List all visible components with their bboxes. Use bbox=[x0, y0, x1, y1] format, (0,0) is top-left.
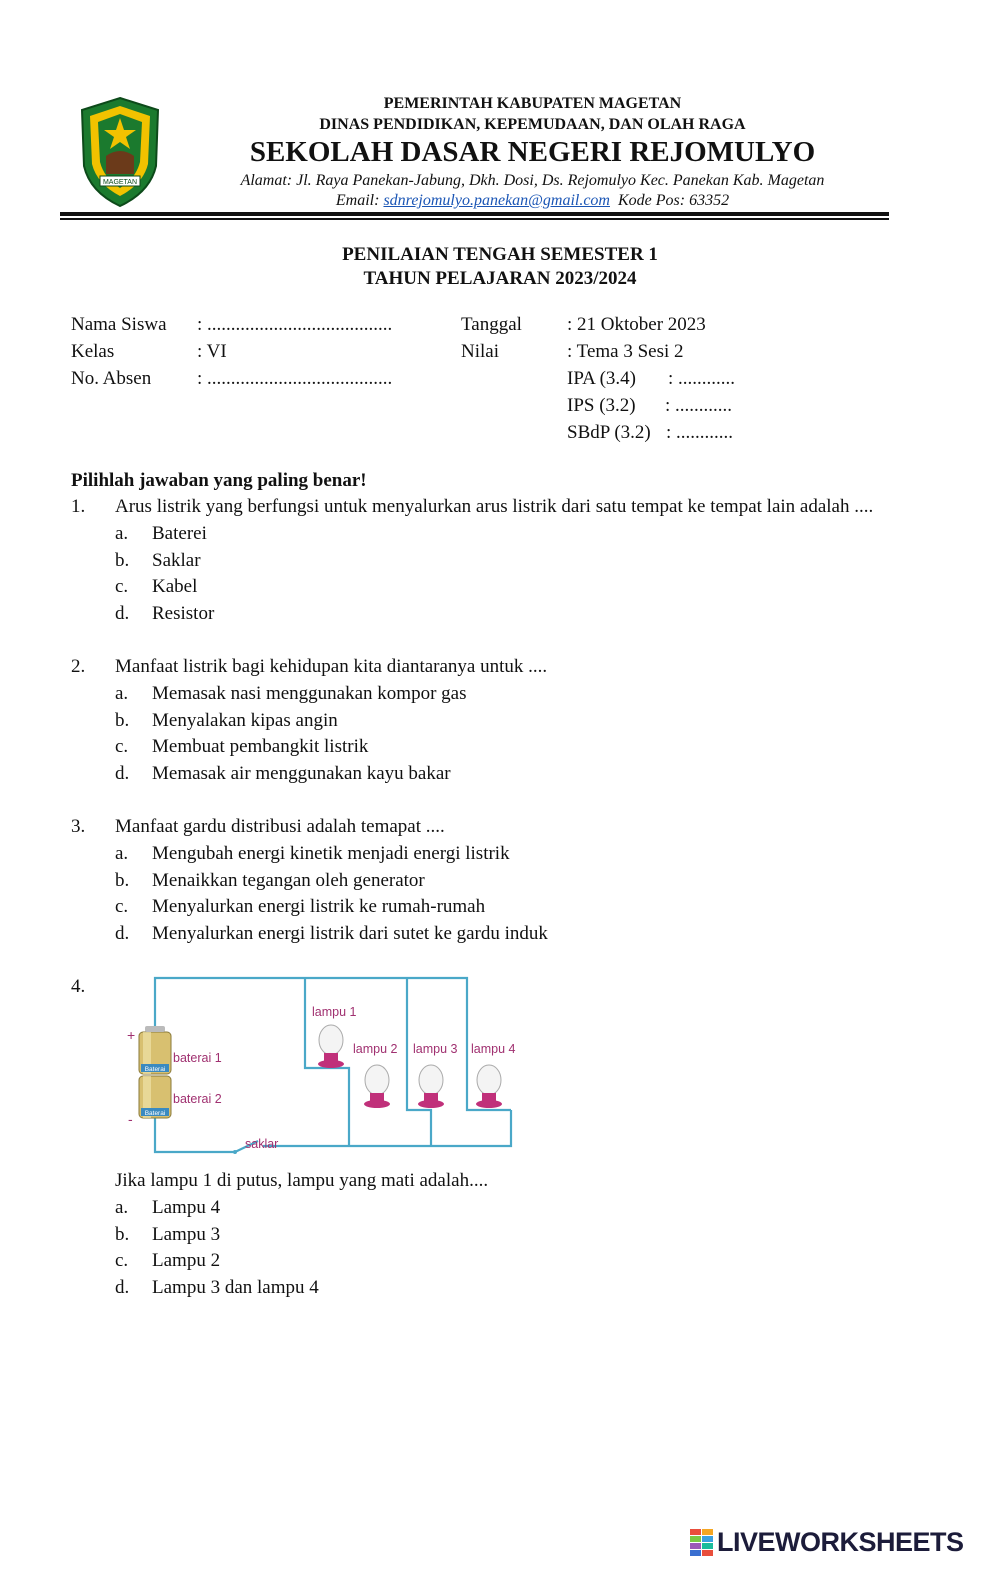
option-text[interactable]: Mengubah energi kinetik menjadi energi listrik bbox=[152, 843, 510, 864]
battery-1-label: baterai 1 bbox=[173, 1051, 222, 1065]
option-text[interactable]: Baterei bbox=[152, 523, 207, 544]
lamp-4-label: lampu 4 bbox=[471, 1042, 516, 1056]
option-letter[interactable]: c. bbox=[115, 896, 129, 917]
plus-sign: + bbox=[127, 1027, 136, 1043]
switch-pivot bbox=[233, 1150, 237, 1154]
regency-logo bbox=[78, 96, 162, 208]
liveworksheets-watermark bbox=[690, 1527, 990, 1559]
lamp-3-label: lampu 3 bbox=[413, 1042, 458, 1056]
battery-2 bbox=[139, 1076, 171, 1118]
option-letter[interactable]: b. bbox=[115, 550, 130, 571]
lamp-1-label: lampu 1 bbox=[312, 1005, 357, 1019]
battery-2-label: baterai 2 bbox=[173, 1092, 222, 1106]
score-subject-ipa: IPA (3.4) bbox=[567, 368, 636, 389]
instruction: Pilihlah jawaban yang paling benar! bbox=[71, 470, 367, 491]
absen-field[interactable]: : ....................................... bbox=[197, 368, 393, 389]
header-contact bbox=[165, 192, 900, 210]
option-text[interactable]: Resistor bbox=[152, 603, 215, 624]
kelas-label: Kelas bbox=[71, 341, 115, 362]
option-letter[interactable]: b. bbox=[115, 870, 130, 891]
option-letter[interactable]: c. bbox=[115, 1250, 129, 1271]
score-subject-sbdp: SBdP (3.2) bbox=[567, 422, 651, 443]
circuit-diagram bbox=[115, 970, 525, 1160]
nama-field[interactable]: : ....................................... bbox=[197, 314, 393, 335]
battery-tag: Baterai bbox=[144, 1066, 166, 1073]
option-text[interactable]: Menaikkan tegangan oleh generator bbox=[152, 870, 425, 891]
header-department: DINAS PENDIDIKAN, KEPEMUDAAN, DAN OLAH RAGA bbox=[319, 116, 746, 133]
battery-1 bbox=[139, 1026, 171, 1074]
option-letter[interactable]: b. bbox=[115, 710, 130, 731]
battery-tag: Baterai bbox=[144, 1110, 166, 1117]
option-text[interactable]: Menyalurkan energi listrik ke rumah-rumah bbox=[152, 896, 486, 917]
circuit-wire bbox=[155, 978, 467, 1032]
exam-title: PENILAIAN TENGAH SEMESTER 1 bbox=[342, 244, 658, 265]
lamp-1 bbox=[318, 1025, 344, 1068]
score-subject-ips: IPS (3.2) bbox=[567, 395, 636, 416]
tanggal-label: Tanggal bbox=[461, 314, 522, 335]
option-text[interactable]: Kabel bbox=[152, 576, 198, 597]
option-text[interactable]: Saklar bbox=[152, 550, 201, 571]
option-text[interactable]: Memasak air menggunakan kayu bakar bbox=[152, 763, 451, 784]
option-text[interactable]: Lampu 3 dan lampu 4 bbox=[152, 1277, 319, 1298]
option-text[interactable]: Lampu 4 bbox=[152, 1197, 221, 1218]
question-number: 4. bbox=[71, 976, 86, 997]
option-text[interactable]: Lampu 3 bbox=[152, 1224, 221, 1245]
option-letter[interactable]: a. bbox=[115, 1197, 129, 1218]
watermark-text: LIVEWORKSHEETS bbox=[717, 1527, 964, 1557]
question-number: 3. bbox=[71, 816, 86, 837]
kelas-value: : VI bbox=[197, 341, 227, 362]
lamp-2-label: lampu 2 bbox=[353, 1042, 398, 1056]
circuit-wire bbox=[263, 1110, 511, 1146]
nilai-label: Nilai bbox=[461, 341, 499, 362]
lamp-4 bbox=[476, 1065, 502, 1108]
option-letter[interactable]: d. bbox=[115, 923, 130, 944]
liveworksheets-logo-icon bbox=[690, 1529, 714, 1557]
exam-year: TAHUN PELAJARAN 2023/2024 bbox=[363, 268, 637, 289]
question-text: Arus listrik yang berfungsi untuk menyalurkan arus listrik dari satu tempat ke tempat lain adalah .... bbox=[115, 496, 874, 517]
score-field-ips[interactable]: : ............ bbox=[665, 395, 733, 416]
option-text[interactable]: Menyalakan kipas angin bbox=[152, 710, 338, 731]
email-link[interactable]: sdnrejomulyo.panekan@gmail.com bbox=[383, 192, 610, 209]
header-government: PEMERINTAH KABUPATEN MAGETAN bbox=[383, 95, 682, 112]
option-text[interactable]: Membuat pembangkit listrik bbox=[152, 736, 369, 757]
circuit-wire bbox=[407, 978, 431, 1146]
header-address: Alamat: Jl. Raya Panekan-Jabung, Dkh. Dosi, Ds. Rejomulyo Kec. Panekan Kab. Magetan bbox=[240, 172, 825, 189]
logo-text: MAGETAN bbox=[102, 179, 138, 186]
switch-label: saklar bbox=[245, 1137, 279, 1151]
minus-sign: - bbox=[128, 1111, 133, 1127]
score-field-sbdp[interactable]: : ............ bbox=[666, 422, 734, 443]
option-text[interactable]: Memasak nasi menggunakan kompor gas bbox=[152, 683, 467, 704]
nilai-value: : Tema 3 Sesi 2 bbox=[567, 341, 684, 362]
email-label: Email: bbox=[335, 192, 384, 209]
circuit-wire bbox=[155, 1118, 235, 1152]
option-letter[interactable]: d. bbox=[115, 1277, 130, 1298]
question-number: 2. bbox=[71, 656, 86, 677]
lamp-3 bbox=[418, 1065, 444, 1108]
option-letter[interactable]: d. bbox=[115, 603, 130, 624]
option-letter[interactable]: a. bbox=[115, 843, 129, 864]
tanggal-value: : 21 Oktober 2023 bbox=[567, 314, 706, 335]
option-letter[interactable]: a. bbox=[115, 683, 129, 704]
postal-code: Kode Pos: 63352 bbox=[617, 192, 730, 209]
question-text: Manfaat listrik bagi kehidupan kita diantaranya untuk .... bbox=[115, 656, 548, 677]
option-letter[interactable]: b. bbox=[115, 1224, 130, 1245]
score-field-ipa[interactable]: : ............ bbox=[668, 368, 736, 389]
header-rule-thick bbox=[60, 212, 889, 216]
lamp-2 bbox=[364, 1065, 390, 1108]
option-letter[interactable]: a. bbox=[115, 523, 129, 544]
option-letter[interactable]: d. bbox=[115, 763, 130, 784]
option-letter[interactable]: c. bbox=[115, 576, 129, 597]
absen-label: No. Absen bbox=[71, 368, 152, 389]
option-text[interactable]: Menyalurkan energi listrik dari sutet ke gardu induk bbox=[152, 923, 548, 944]
question-text: Jika lampu 1 di putus, lampu yang mati adalah.... bbox=[115, 1170, 489, 1191]
nama-label: Nama Siswa bbox=[71, 314, 167, 335]
header-school-name: SEKOLAH DASAR NEGERI REJOMULYO bbox=[249, 136, 816, 168]
question-text: Manfaat gardu distribusi adalah temapat .... bbox=[115, 816, 445, 837]
option-letter[interactable]: c. bbox=[115, 736, 129, 757]
option-text[interactable]: Lampu 2 bbox=[152, 1250, 221, 1271]
header-rule-thin bbox=[60, 218, 889, 220]
question-number: 1. bbox=[71, 496, 86, 517]
